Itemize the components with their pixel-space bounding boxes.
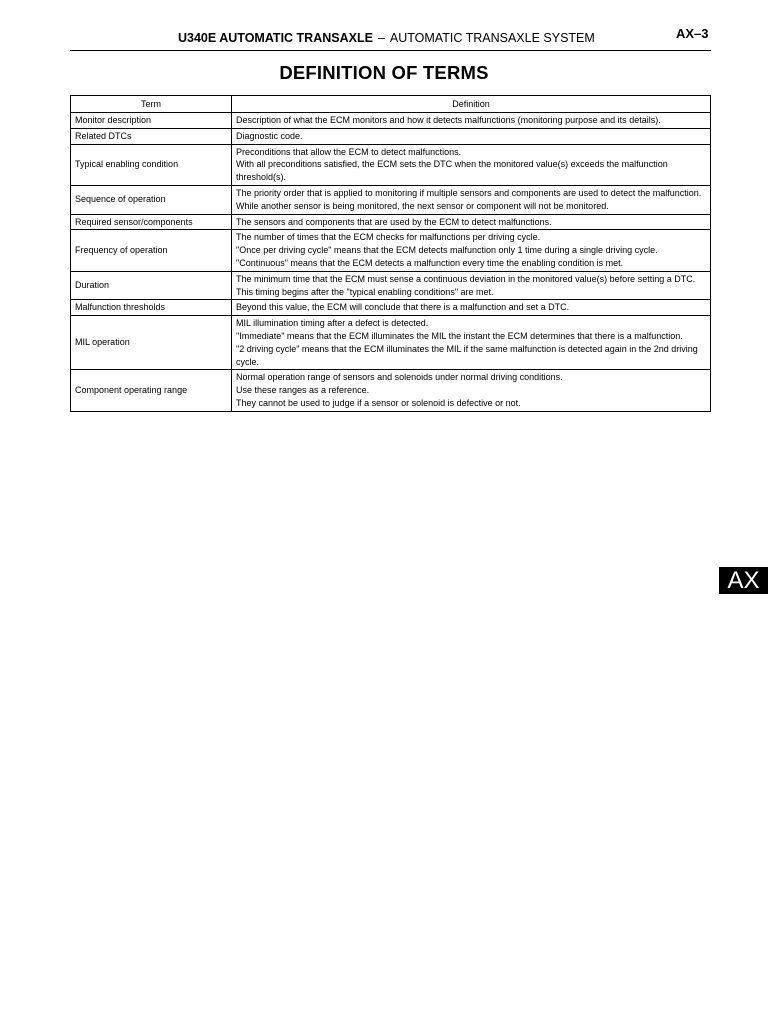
- definition-line: Normal operation range of sensors and solenoids under normal driving conditions.: [236, 372, 563, 383]
- table-row: [71, 370, 711, 411]
- definition-cell: [232, 128, 711, 144]
- definition-line: The sensors and components that are used by the ECM to detect malfunctions.: [236, 216, 552, 227]
- definition-line: The number of times that the ECM checks for malfunctions per driving cycle.: [236, 232, 541, 243]
- column-header-term: Term: [71, 96, 232, 113]
- header-separator: –: [377, 31, 385, 45]
- column-header-definition: Definition: [232, 96, 711, 113]
- definition-line: Use these ranges as a reference.: [236, 385, 370, 396]
- table-row: [71, 128, 711, 144]
- definition-line: "Once per driving cycle" means that the ECM detects malfunction only 1 time during a single driving cycle.: [236, 245, 658, 256]
- definition-cell: [232, 230, 711, 271]
- section-tab: AX: [719, 567, 768, 594]
- definition-line: Description of what the ECM monitors and how it detects malfunctions (monitoring purpose and its details).: [236, 115, 661, 125]
- definition-cell: [232, 300, 711, 316]
- table-row: [71, 230, 711, 271]
- definition-cell: [232, 113, 711, 129]
- table-row: [71, 113, 711, 129]
- table-row: [71, 316, 711, 370]
- definition-cell: [232, 370, 711, 411]
- table-row: [71, 300, 711, 316]
- term-cell: Component operating range: [71, 370, 232, 411]
- term-cell: Frequency of operation: [71, 230, 232, 271]
- definition-line: The priority order that is applied to monitoring if multiple sensors and components are used to detect the malfunction.: [236, 187, 702, 198]
- table-body: [71, 113, 711, 412]
- definition-cell: [232, 214, 711, 230]
- term-cell: Required sensor/components: [71, 214, 232, 230]
- table-header-row: [71, 96, 711, 113]
- definition-line: Beyond this value, the ECM will conclude that there is a malfunction and set a DTC.: [236, 302, 570, 313]
- term-cell: Monitor description: [71, 113, 232, 129]
- manual-title: U340E AUTOMATIC TRANSAXLE: [178, 31, 373, 45]
- definition-line: "Immediate" means that the ECM illuminates the MIL the instant the ECM determines that there is a malfunction.: [236, 330, 683, 341]
- definition-line: With all preconditions satisfied, the ECM sets the DTC when the monitored value(s) exceeds the malfunction threshold(s).: [236, 159, 668, 183]
- definition-cell: [232, 144, 711, 185]
- page-title: DEFINITION OF TERMS: [279, 62, 489, 83]
- definition-line: The minimum time that the ECM must sense a continuous deviation in the monitored value(s) before setting a DTC. This timing begins after the "typical enabling conditions" are met.: [236, 273, 696, 297]
- term-cell: MIL operation: [71, 316, 232, 370]
- definition-line: "Continuous" means that the ECM detects a malfunction every time the enabling condition is met.: [236, 257, 624, 268]
- table-row: [71, 214, 711, 230]
- term-cell: Typical enabling condition: [71, 144, 232, 185]
- definition-line: "2 driving cycle" means that the ECM illuminates the MIL if the same malfunction is detected again in the 2nd driving cycle.: [236, 343, 698, 367]
- term-cell: Related DTCs: [71, 128, 232, 144]
- definition-cell: [232, 316, 711, 370]
- table-row: [71, 144, 711, 185]
- definition-line: Preconditions that allow the ECM to detect malfunctions.: [236, 146, 462, 157]
- table-row: [71, 185, 711, 214]
- term-cell: Sequence of operation: [71, 185, 232, 214]
- definition-table: [70, 95, 711, 412]
- definition-cell: [232, 185, 711, 214]
- definition-line: They cannot be used to judge if a sensor or solenoid is defective or not.: [236, 397, 521, 408]
- page-number: AX–3: [676, 26, 709, 41]
- table-row: [71, 271, 711, 300]
- term-cell: Duration: [71, 271, 232, 300]
- definition-line: MIL illumination timing after a defect is detected.: [236, 318, 429, 329]
- definition-line: Diagnostic code.: [236, 130, 303, 141]
- term-cell: Malfunction thresholds: [71, 300, 232, 316]
- header-divider: [70, 50, 711, 51]
- definition-line: While another sensor is being monitored, the next sensor or component will not be monitored.: [236, 200, 609, 211]
- section-header: [178, 31, 595, 45]
- system-title: AUTOMATIC TRANSAXLE SYSTEM: [389, 31, 595, 45]
- definition-cell: [232, 271, 711, 300]
